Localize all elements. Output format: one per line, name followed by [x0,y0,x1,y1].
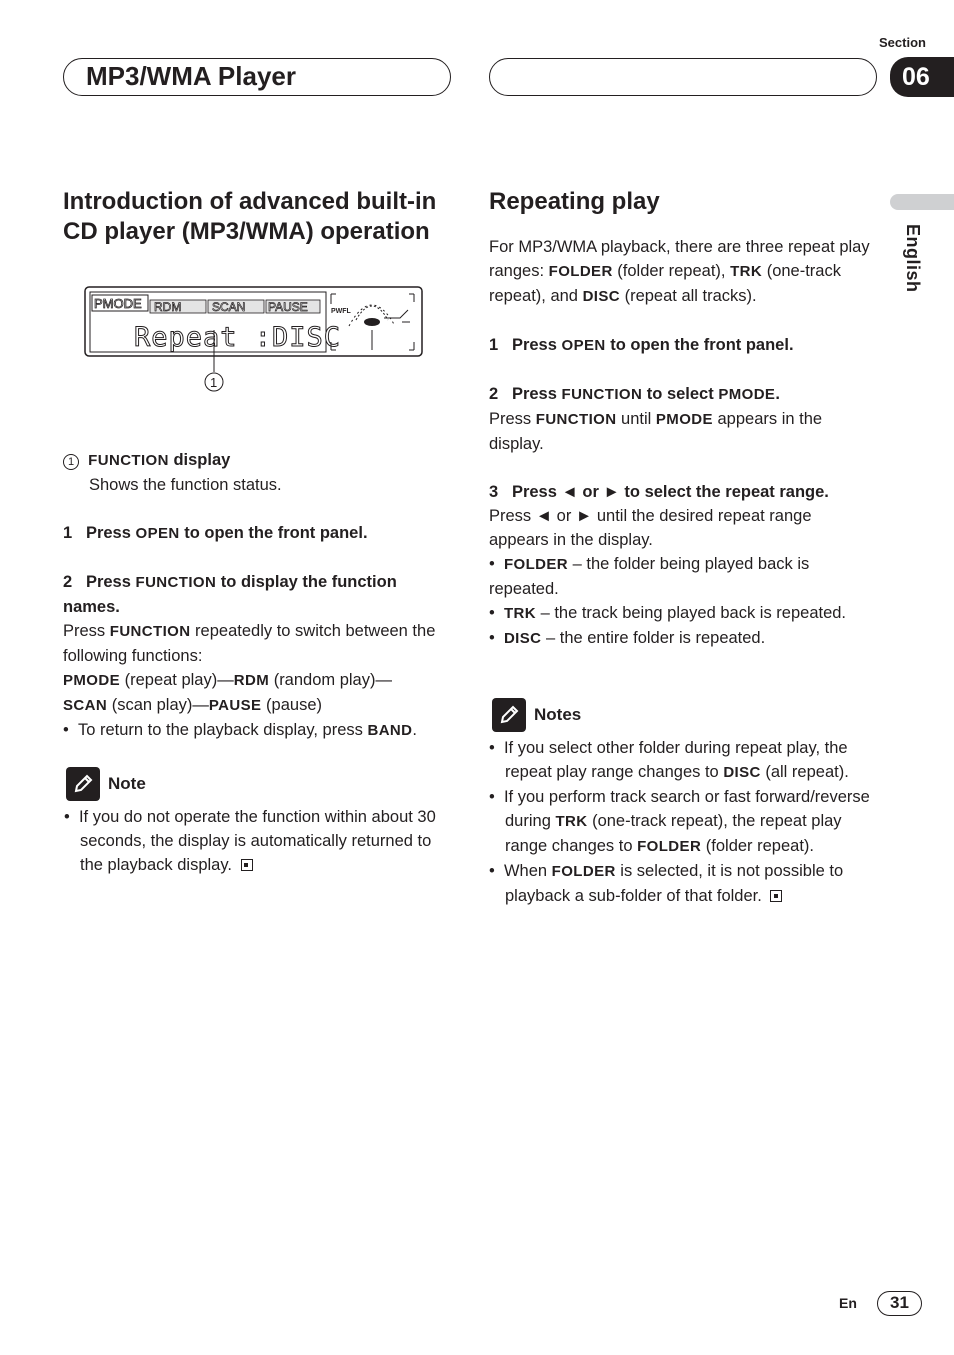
page-number: 31 [877,1291,922,1316]
legend-description: Shows the function status. [89,476,282,494]
display-pwfl: PWFL [331,308,351,315]
note-header [66,767,456,801]
repeat-bullet-trk: • TRK – the track being played back is repeated. [489,604,847,622]
section-number: 06 [890,57,954,97]
return-bullet: • To return to the playback display, press BAND. [63,721,417,739]
right-step-3-body: Press ◄ or ► until the desired repeat range appears in the display. [489,507,812,549]
right-intro: For MP3/WMA playback, there are three repeat play ranges: FOLDER (folder repeat), TRK (one-track repeat), and DISC (repeat all tracks). [489,238,870,305]
notes-title: Notes [534,705,582,724]
note-bullet: • If you do not operate the function within about 30 seconds, the display is automatically returned to the playback display. [64,808,436,874]
legend-title: 1 FUNCTION display [63,448,455,473]
function-list-line-2: SCAN (scan play)—PAUSE (pause) [63,696,322,714]
left-column-text [63,448,455,743]
display-panel-svg [84,286,424,396]
repeat-bullet-folder: • FOLDER – the folder being played back is repeated. [489,555,810,598]
left-step-2: 2 Press FUNCTION to display the function names. [63,573,397,616]
page-title: MP3/WMA Player [86,61,296,91]
display-tab-pause: PAUSE [268,300,308,314]
display-tab-rdm: RDM [154,300,182,314]
right-notes-block [489,698,878,908]
footer-language: En [839,1295,857,1311]
language-label: English [903,224,923,293]
left-note-block [66,767,456,877]
right-step-3: 3 Press ◄ or ► to select the repeat range. [489,483,829,501]
stop-icon [241,859,253,871]
stop-icon [770,890,782,902]
section-label: Section [879,35,926,50]
notes-bullet-3: • When FOLDER is selected, it is not possible to playback a sub-folder of that folder. [489,862,844,905]
notes-bullet-1: • If you select other folder during repeat play, the repeat play range changes to DISC (all repeat). [489,739,849,781]
display-tab-scan: SCAN [212,300,246,314]
display-tab-pmode: PMODE [94,296,142,311]
language-tab [890,194,954,210]
notes-bullet-2: • If you perform track search or fast forward/reverse during TRK (one-track repeat), the repeat play range changes to FOLDER (folder repeat). [489,788,870,855]
function-display-illustration [84,286,424,396]
right-step-2: 2 Press FUNCTION to select PMODE. [489,385,780,403]
display-callout-number: 1 [210,375,218,390]
notes-header [492,698,878,732]
header-empty-frame [489,58,877,96]
note-title: Note [108,774,146,793]
left-step-2-body: Press FUNCTION repeatedly to switch between the following functions: [63,622,436,665]
display-main-text: Repeat :DISC [134,322,342,353]
right-heading: Repeating play [489,188,660,215]
pencil-icon [492,698,526,732]
right-step-2-body: Press FUNCTION until PMODE appears in the display. [489,410,823,453]
left-step-1: 1 Press OPEN to open the front panel. [63,524,368,542]
pencil-icon [66,767,100,801]
function-list-line-1: PMODE (repeat play)—RDM (random play)— [63,671,392,689]
left-heading: Introduction of advanced built-in CD player (MP3/WMA) operation [63,188,437,245]
legend-number: 1 [63,454,79,470]
right-column-text [489,235,874,651]
right-step-1: 1 Press OPEN to open the front panel. [489,336,794,354]
repeat-bullet-disc: • DISC – the entire folder is repeated. [489,629,766,647]
